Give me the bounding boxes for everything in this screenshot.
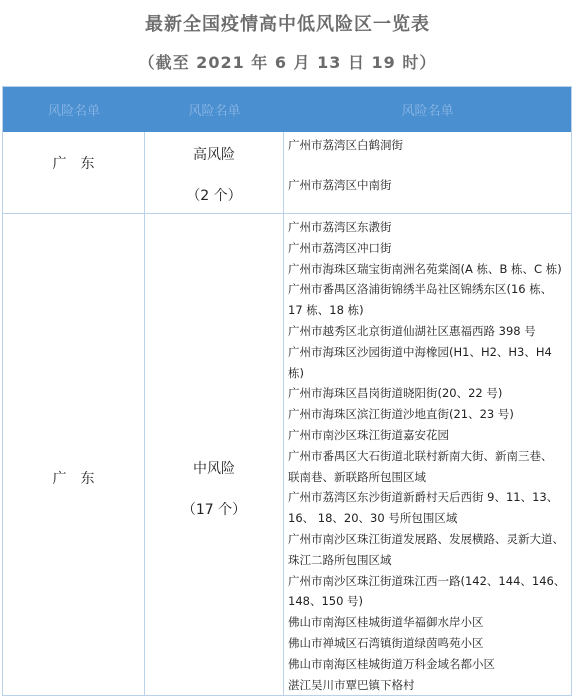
column-divider bbox=[283, 132, 284, 696]
list-item: 广州市越秀区北京街道仙湖社区惠福西路 398 号 bbox=[288, 323, 536, 338]
list-item: 广州市海珠区沙园街道中海橡园(H1、H2、H3、H4 bbox=[288, 344, 552, 359]
medium-risk-level: 中风险 bbox=[193, 461, 235, 477]
page-subtitle: （截至 2021 年 6 月 13 日 19 时） bbox=[138, 53, 437, 72]
list-item: 广州市番禺区大石街道北联村新南大街、新南三巷、 bbox=[288, 448, 553, 463]
column-header-1: 风险名单 bbox=[3, 87, 145, 132]
list-item: 联南巷、新联路所包围区域 bbox=[288, 469, 426, 484]
list-item: 广州市荔湾区中南街 bbox=[288, 178, 392, 192]
list-item: 广州市荔湾区东漖街 bbox=[288, 220, 392, 234]
page-title: 最新全国疫情高中低风险区一览表 bbox=[145, 14, 430, 35]
list-item: 广州市海珠区滨江街道沙地直街(21、23 号) bbox=[288, 407, 514, 422]
list-item: 广州市南沙区珠江街道嘉安花园 bbox=[288, 427, 449, 442]
column-divider bbox=[144, 132, 145, 696]
medium-risk-count: （17 个） bbox=[181, 502, 247, 518]
list-item: 广州市番禺区洛浦街锦绣半岛社区锦绣东区(16 栋、 bbox=[288, 282, 553, 297]
row-divider bbox=[3, 213, 571, 214]
list-item: 广州市南沙区珠江街道珠江西一路(142、144、146、 bbox=[288, 573, 566, 588]
list-item: 广州市海珠区瑞宝街南洲名苑棠阁(A 栋、B 栋、C 栋) bbox=[288, 261, 562, 276]
list-item: 17 栋、18 栋) bbox=[288, 303, 364, 318]
list-item: 佛山市禅城区石湾镇街道绿茵鸣苑小区 bbox=[288, 635, 484, 650]
high-risk-area-list bbox=[288, 135, 570, 195]
list-item: 广州市海珠区昌岗街道晓阳街(20、22 号) bbox=[288, 386, 503, 401]
medium-risk-province: 广 东 bbox=[52, 471, 95, 487]
high-risk-province: 广 东 bbox=[52, 156, 95, 172]
list-item: 栋) bbox=[288, 365, 304, 380]
list-item: 珠江二路所包围区域 bbox=[288, 552, 392, 567]
list-item: 佛山市南海区桂城街道万科金域名都小区 bbox=[288, 656, 495, 671]
column-header-2: 风险名单 bbox=[145, 87, 284, 132]
high-risk-level: 高风险 bbox=[193, 147, 235, 163]
risk-table bbox=[2, 86, 572, 696]
list-item: 广州市荔湾区东沙街道新爵村天后西街 9、11、13、 bbox=[288, 490, 559, 505]
list-item: 16、 18、20、30 号所包围区域 bbox=[288, 511, 458, 526]
medium-risk-area-list bbox=[288, 217, 570, 695]
list-item: 广州市荔湾区冲口街 bbox=[288, 240, 392, 255]
column-header-3: 风险名单 bbox=[284, 87, 571, 132]
list-item: 广州市荔湾区白鹤洞街 bbox=[288, 138, 403, 152]
list-item: 广州市南沙区珠江街道发展路、发展横路、灵新大道、 bbox=[288, 531, 564, 546]
high-risk-count: （2 个） bbox=[186, 188, 242, 204]
list-item: 148、150 号) bbox=[288, 594, 364, 609]
list-item: 湛江吴川市覃巴镇下格村 bbox=[288, 677, 415, 692]
list-item: 佛山市南海区桂城街道华福御水岸小区 bbox=[288, 615, 484, 630]
